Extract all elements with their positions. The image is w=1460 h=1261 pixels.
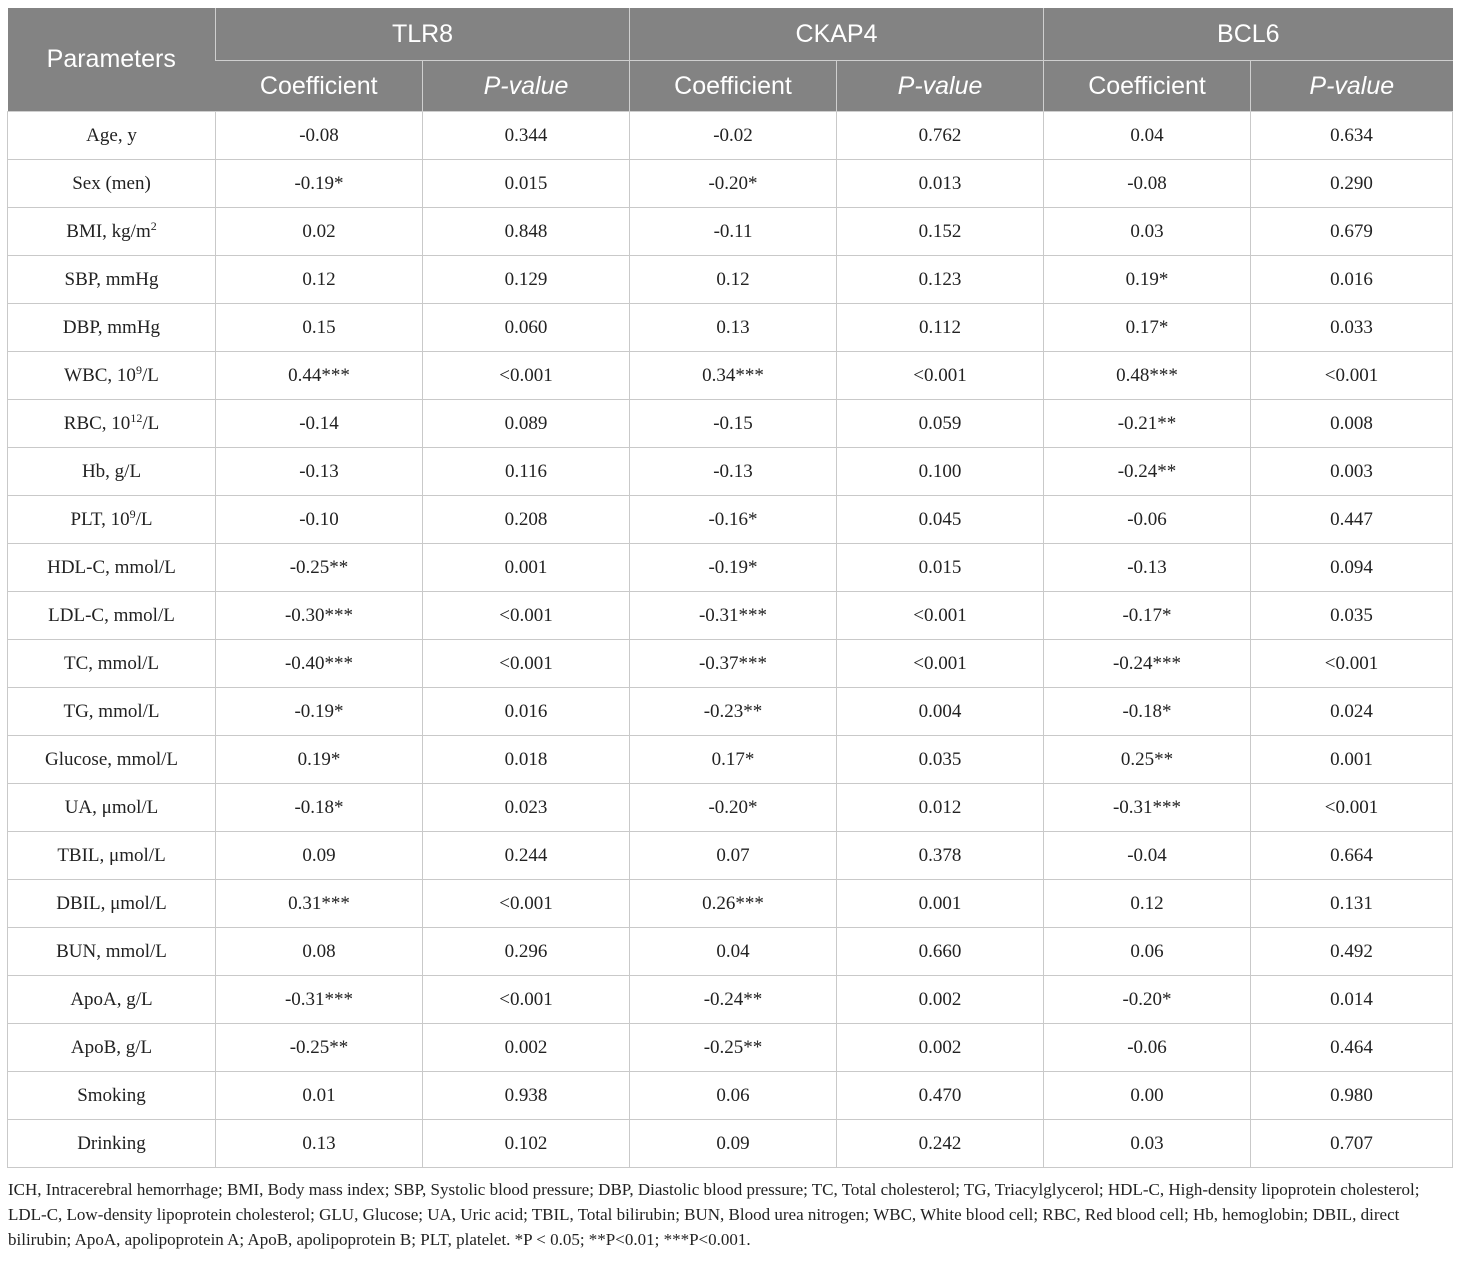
- ckap4-coefficient-cell: -0.02: [630, 112, 837, 160]
- ckap4-p-value-cell: 0.660: [837, 928, 1044, 976]
- table-row: [8, 544, 1453, 592]
- parameter-superscript: 9: [129, 506, 136, 521]
- bcl6-p-value-cell: <0.001: [1251, 352, 1453, 400]
- ckap4-coefficient-cell: -0.20*: [630, 784, 837, 832]
- tlr8-p-value-cell: 0.116: [423, 448, 630, 496]
- tlr8-coefficient-cell: 0.13: [216, 1120, 423, 1168]
- ckap4-p-value-cell: 0.100: [837, 448, 1044, 496]
- tlr8-p-value-cell: 0.002: [423, 1024, 630, 1072]
- table-row: [8, 1024, 1453, 1072]
- ckap4-p-value-cell: <0.001: [837, 640, 1044, 688]
- tlr8-p-value-cell: <0.001: [423, 976, 630, 1024]
- ckap4-coefficient-cell: -0.11: [630, 208, 837, 256]
- parameter-label: SBP, mmHg: [64, 268, 159, 290]
- bcl6-coefficient-cell: -0.08: [1044, 160, 1251, 208]
- parameter-label: Age, y: [86, 124, 137, 146]
- ckap4-coefficient-cell: 0.34***: [630, 352, 837, 400]
- table-row: [8, 400, 1453, 448]
- parameter-label: BMI, kg/m: [66, 220, 151, 242]
- bcl6-p-value-cell: 0.001: [1251, 736, 1453, 784]
- table-row: [8, 1120, 1453, 1168]
- bcl6-p-value-cell: 0.464: [1251, 1024, 1453, 1072]
- table-header: [8, 8, 1453, 112]
- parameter-label: BUN, mmol/L: [56, 940, 167, 962]
- bcl6-p-value-cell: 0.033: [1251, 304, 1453, 352]
- parameter-cell: [8, 928, 216, 976]
- parameter-cell: [8, 160, 216, 208]
- ckap4-coefficient-cell: -0.37***: [630, 640, 837, 688]
- parameter-label: Hb, g/L: [81, 460, 142, 482]
- tlr8-p-value-cell: 0.018: [423, 736, 630, 784]
- tlr8-coefficient-cell: 0.19*: [216, 736, 423, 784]
- ckap4-p-value-cell: 0.123: [837, 256, 1044, 304]
- tlr8-p-value-cell: 0.102: [423, 1120, 630, 1168]
- table-row: [8, 496, 1453, 544]
- parameter-cell: [8, 784, 216, 832]
- parameter-superscript: 2: [150, 218, 157, 233]
- table-row: [8, 928, 1453, 976]
- tlr8-coefficient-cell: -0.25**: [216, 1024, 423, 1072]
- parameter-unit-suffix: /L: [135, 508, 153, 530]
- tlr8-coefficient-cell: 0.02: [216, 208, 423, 256]
- tlr8-p-value-cell: <0.001: [423, 640, 630, 688]
- parameter-label: TBIL, μmol/L: [57, 844, 166, 866]
- bcl6-p-value-cell: 0.003: [1251, 448, 1453, 496]
- table-row: [8, 208, 1453, 256]
- ckap4-p-value-cell: 0.045: [837, 496, 1044, 544]
- ckap4-coefficient-cell: -0.24**: [630, 976, 837, 1024]
- ckap4-p-value-cell: 0.112: [837, 304, 1044, 352]
- table-row: [8, 784, 1453, 832]
- parameter-label: HDL-C, mmol/L: [47, 556, 176, 578]
- tlr8-coefficient-cell: 0.15: [216, 304, 423, 352]
- parameter-cell: [8, 304, 216, 352]
- parameter-cell: [8, 544, 216, 592]
- ckap4-p-value-cell: 0.012: [837, 784, 1044, 832]
- bcl6-p-value-cell: 0.492: [1251, 928, 1453, 976]
- header-parameters: Parameters: [8, 8, 216, 112]
- bcl6-p-value-cell: 0.016: [1251, 256, 1453, 304]
- bcl6-coefficient-cell: -0.21**: [1044, 400, 1251, 448]
- ckap4-p-value-cell: 0.378: [837, 832, 1044, 880]
- tlr8-coefficient-cell: 0.12: [216, 256, 423, 304]
- parameter-label: Smoking: [77, 1084, 146, 1106]
- ckap4-p-value-cell: 0.152: [837, 208, 1044, 256]
- tlr8-coefficient-cell: 0.31***: [216, 880, 423, 928]
- parameter-cell: [8, 1072, 216, 1120]
- tlr8-coefficient-cell: -0.13: [216, 448, 423, 496]
- bcl6-coefficient-cell: -0.31***: [1044, 784, 1251, 832]
- bcl6-p-value-cell: 0.094: [1251, 544, 1453, 592]
- tlr8-coefficient-cell: -0.08: [216, 112, 423, 160]
- tlr8-p-value-cell: 0.208: [423, 496, 630, 544]
- parameter-label: ApoB, g/L: [70, 1036, 153, 1058]
- tlr8-p-value-cell: 0.023: [423, 784, 630, 832]
- parameter-cell: [8, 1120, 216, 1168]
- parameter-label: WBC, 10: [64, 364, 136, 386]
- ckap4-coefficient-cell: -0.25**: [630, 1024, 837, 1072]
- ckap4-p-value-cell: <0.001: [837, 352, 1044, 400]
- ckap4-coefficient-cell: 0.04: [630, 928, 837, 976]
- bcl6-p-value-cell: 0.679: [1251, 208, 1453, 256]
- parameter-cell: [8, 208, 216, 256]
- bcl6-p-value-cell: <0.001: [1251, 640, 1453, 688]
- tlr8-coefficient-cell: -0.19*: [216, 688, 423, 736]
- parameter-cell: [8, 448, 216, 496]
- table-footnote: ICH, Intracerebral hemorrhage; BMI, Body mass index; SBP, Systolic blood pressure; DBP, Diastolic blood pressure; TC, Total cholesterol; TG, Triacylglycerol; HDL-C, High-density lipoprotein cholesterol; LDL-C, Low-density lipoprotein cholesterol; GLU, Glucose; UA, Uric acid; TBIL, Total bilirubin; BUN, Blood urea nitrogen; WBC, White blood cell; RBC, Red blood cell; Hb, hemoglobin; DBIL, direct bilirubin; ApoA, apolipoprotein A; ApoB, apolipoprotein B; PLT, platelet. *P < 0.05; **P<0.01; ***P<0.001.: [8, 1180, 1420, 1249]
- parameter-label: Glucose, mmol/L: [45, 748, 178, 770]
- ckap4-p-value-cell: 0.001: [837, 880, 1044, 928]
- bcl6-coefficient-cell: 0.17*: [1044, 304, 1251, 352]
- bcl6-p-value-cell: 0.014: [1251, 976, 1453, 1024]
- header-p-value: P-value: [837, 61, 1044, 112]
- table-body: [8, 112, 1453, 1168]
- table-row: [8, 592, 1453, 640]
- bcl6-p-value-cell: 0.634: [1251, 112, 1453, 160]
- bcl6-coefficient-cell: -0.06: [1044, 496, 1251, 544]
- parameter-cell: [8, 496, 216, 544]
- table-row: [8, 256, 1453, 304]
- ckap4-coefficient-cell: 0.13: [630, 304, 837, 352]
- header-group-bcl6: BCL6: [1044, 8, 1453, 61]
- ckap4-coefficient-cell: -0.15: [630, 400, 837, 448]
- tlr8-p-value-cell: 0.344: [423, 112, 630, 160]
- bcl6-p-value-cell: 0.707: [1251, 1120, 1453, 1168]
- table-row: [8, 832, 1453, 880]
- bcl6-p-value-cell: 0.980: [1251, 1072, 1453, 1120]
- header-coefficient: Coefficient: [630, 61, 837, 112]
- tlr8-coefficient-cell: 0.08: [216, 928, 423, 976]
- bcl6-coefficient-cell: -0.04: [1044, 832, 1251, 880]
- bcl6-p-value-cell: 0.447: [1251, 496, 1453, 544]
- bcl6-coefficient-cell: -0.24**: [1044, 448, 1251, 496]
- parameter-cell: [8, 1024, 216, 1072]
- tlr8-p-value-cell: 0.015: [423, 160, 630, 208]
- tlr8-coefficient-cell: -0.19*: [216, 160, 423, 208]
- table-row: [8, 1072, 1453, 1120]
- ckap4-p-value-cell: 0.470: [837, 1072, 1044, 1120]
- bcl6-coefficient-cell: 0.03: [1044, 208, 1251, 256]
- parameter-label: LDL-C, mmol/L: [48, 604, 175, 626]
- tlr8-coefficient-cell: -0.40***: [216, 640, 423, 688]
- tlr8-coefficient-cell: 0.44***: [216, 352, 423, 400]
- parameter-unit-suffix: /L: [142, 412, 160, 434]
- bcl6-p-value-cell: 0.131: [1251, 880, 1453, 928]
- ckap4-p-value-cell: 0.762: [837, 112, 1044, 160]
- ckap4-coefficient-cell: 0.07: [630, 832, 837, 880]
- parameter-label: TC, mmol/L: [64, 652, 159, 674]
- ckap4-coefficient-cell: -0.20*: [630, 160, 837, 208]
- ckap4-coefficient-cell: -0.13: [630, 448, 837, 496]
- bcl6-coefficient-cell: 0.04: [1044, 112, 1251, 160]
- ckap4-coefficient-cell: -0.19*: [630, 544, 837, 592]
- ckap4-p-value-cell: 0.002: [837, 1024, 1044, 1072]
- tlr8-coefficient-cell: 0.09: [216, 832, 423, 880]
- parameter-unit-suffix: /L: [141, 364, 159, 386]
- bcl6-p-value-cell: 0.008: [1251, 400, 1453, 448]
- ckap4-coefficient-cell: -0.23**: [630, 688, 837, 736]
- ckap4-p-value-cell: <0.001: [837, 592, 1044, 640]
- tlr8-p-value-cell: <0.001: [423, 592, 630, 640]
- parameter-label: Drinking: [77, 1132, 146, 1154]
- parameter-label: ApoA, g/L: [70, 988, 153, 1010]
- bcl6-coefficient-cell: -0.06: [1044, 1024, 1251, 1072]
- bcl6-coefficient-cell: 0.06: [1044, 928, 1251, 976]
- ckap4-p-value-cell: 0.013: [837, 160, 1044, 208]
- header-group-ckap4: CKAP4: [630, 8, 1044, 61]
- ckap4-coefficient-cell: -0.16*: [630, 496, 837, 544]
- parameter-label: PLT, 10: [70, 508, 130, 530]
- parameter-cell: [8, 256, 216, 304]
- header-coefficient: Coefficient: [1044, 61, 1251, 112]
- table-row: [8, 112, 1453, 160]
- bcl6-coefficient-cell: 0.25**: [1044, 736, 1251, 784]
- parameter-cell: [8, 400, 216, 448]
- tlr8-coefficient-cell: -0.14: [216, 400, 423, 448]
- ckap4-coefficient-cell: 0.06: [630, 1072, 837, 1120]
- bcl6-p-value-cell: 0.035: [1251, 592, 1453, 640]
- parameter-cell: [8, 592, 216, 640]
- tlr8-p-value-cell: 0.089: [423, 400, 630, 448]
- header-p-value: P-value: [423, 61, 630, 112]
- tlr8-p-value-cell: 0.016: [423, 688, 630, 736]
- ckap4-coefficient-cell: 0.09: [630, 1120, 837, 1168]
- ckap4-p-value-cell: 0.004: [837, 688, 1044, 736]
- correlation-table: [7, 8, 1453, 1168]
- table-row: [8, 304, 1453, 352]
- table-row: [8, 688, 1453, 736]
- tlr8-p-value-cell: 0.244: [423, 832, 630, 880]
- bcl6-coefficient-cell: -0.18*: [1044, 688, 1251, 736]
- table-row: [8, 640, 1453, 688]
- tlr8-coefficient-cell: -0.30***: [216, 592, 423, 640]
- bcl6-coefficient-cell: -0.24***: [1044, 640, 1251, 688]
- tlr8-coefficient-cell: -0.25**: [216, 544, 423, 592]
- parameter-cell: [8, 112, 216, 160]
- parameter-superscript: 9: [135, 362, 142, 377]
- ckap4-p-value-cell: 0.035: [837, 736, 1044, 784]
- bcl6-coefficient-cell: 0.48***: [1044, 352, 1251, 400]
- header-p-value: P-value: [1251, 61, 1453, 112]
- tlr8-p-value-cell: 0.001: [423, 544, 630, 592]
- parameter-cell: [8, 688, 216, 736]
- bcl6-coefficient-cell: 0.12: [1044, 880, 1251, 928]
- parameter-label: UA, μmol/L: [64, 796, 159, 818]
- parameter-superscript: 12: [130, 410, 143, 425]
- tlr8-p-value-cell: 0.848: [423, 208, 630, 256]
- ckap4-p-value-cell: 0.242: [837, 1120, 1044, 1168]
- tlr8-coefficient-cell: -0.18*: [216, 784, 423, 832]
- table-row: [8, 976, 1453, 1024]
- parameter-cell: [8, 352, 216, 400]
- tlr8-coefficient-cell: 0.01: [216, 1072, 423, 1120]
- ckap4-p-value-cell: 0.002: [837, 976, 1044, 1024]
- tlr8-coefficient-cell: -0.10: [216, 496, 423, 544]
- table-row: [8, 880, 1453, 928]
- ckap4-coefficient-cell: 0.12: [630, 256, 837, 304]
- correlation-table-container: [7, 8, 1452, 1252]
- header-group-tlr8: TLR8: [216, 8, 630, 61]
- tlr8-coefficient-cell: -0.31***: [216, 976, 423, 1024]
- tlr8-p-value-cell: 0.296: [423, 928, 630, 976]
- parameter-label: DBIL, μmol/L: [56, 892, 167, 914]
- tlr8-p-value-cell: 0.060: [423, 304, 630, 352]
- table-row: [8, 352, 1453, 400]
- header-coefficient: Coefficient: [216, 61, 423, 112]
- ckap4-coefficient-cell: -0.31***: [630, 592, 837, 640]
- bcl6-coefficient-cell: -0.17*: [1044, 592, 1251, 640]
- parameter-cell: [8, 832, 216, 880]
- ckap4-p-value-cell: 0.015: [837, 544, 1044, 592]
- parameter-label: Sex (men): [72, 172, 151, 194]
- bcl6-coefficient-cell: -0.20*: [1044, 976, 1251, 1024]
- bcl6-coefficient-cell: 0.03: [1044, 1120, 1251, 1168]
- tlr8-p-value-cell: 0.129: [423, 256, 630, 304]
- table-row: [8, 160, 1453, 208]
- parameter-label: DBP, mmHg: [62, 316, 161, 338]
- table-row: [8, 736, 1453, 784]
- tlr8-p-value-cell: <0.001: [423, 352, 630, 400]
- parameter-cell: [8, 976, 216, 1024]
- ckap4-coefficient-cell: 0.17*: [630, 736, 837, 784]
- parameter-cell: [8, 640, 216, 688]
- tlr8-p-value-cell: 0.938: [423, 1072, 630, 1120]
- parameter-cell: [8, 880, 216, 928]
- ckap4-coefficient-cell: 0.26***: [630, 880, 837, 928]
- bcl6-p-value-cell: 0.664: [1251, 832, 1453, 880]
- parameter-cell: [8, 736, 216, 784]
- parameter-label: RBC, 10: [63, 412, 131, 434]
- bcl6-coefficient-cell: 0.00: [1044, 1072, 1251, 1120]
- parameter-label: TG, mmol/L: [63, 700, 160, 722]
- bcl6-p-value-cell: 0.024: [1251, 688, 1453, 736]
- bcl6-p-value-cell: 0.290: [1251, 160, 1453, 208]
- table-row: [8, 448, 1453, 496]
- bcl6-coefficient-cell: -0.13: [1044, 544, 1251, 592]
- ckap4-p-value-cell: 0.059: [837, 400, 1044, 448]
- tlr8-p-value-cell: <0.001: [423, 880, 630, 928]
- bcl6-coefficient-cell: 0.19*: [1044, 256, 1251, 304]
- bcl6-p-value-cell: <0.001: [1251, 784, 1453, 832]
